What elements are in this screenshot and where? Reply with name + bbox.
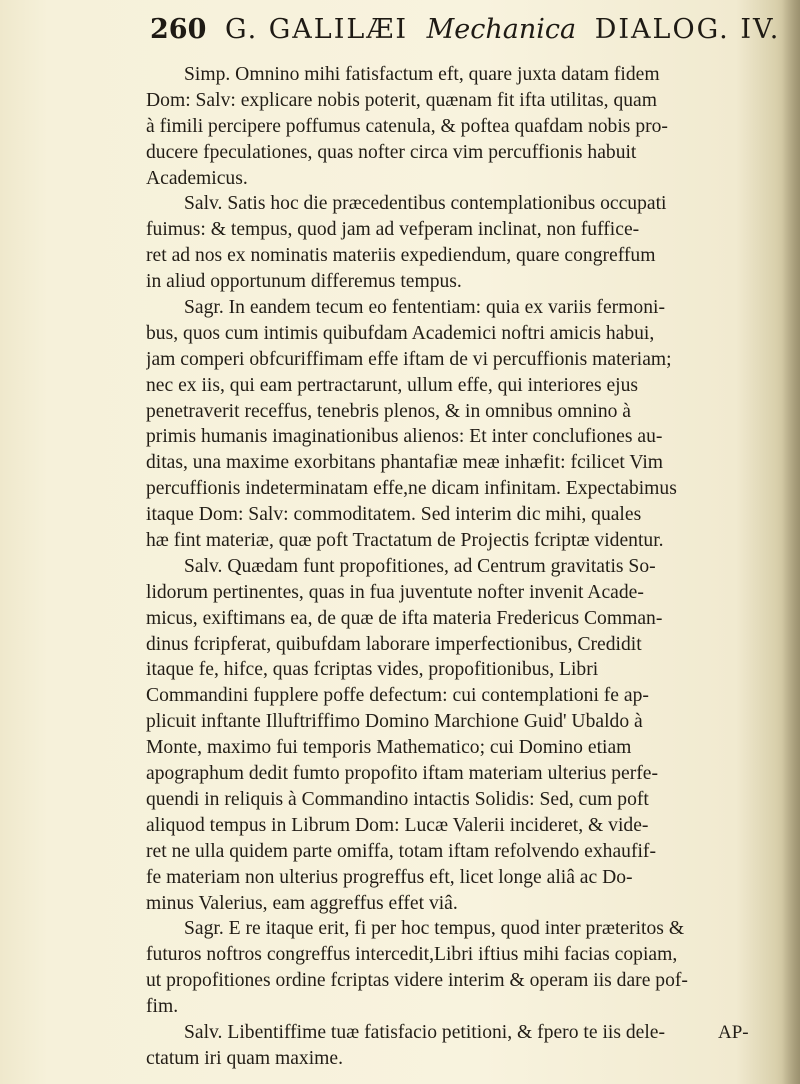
text-line: ctatum iri quam maxime. [146, 1047, 343, 1069]
header-work-title: Mechanica [426, 14, 577, 45]
text-line: ret ad nos ex nominatis materiis expediendum, quare congreffum [146, 245, 656, 267]
text-line: Commandini fupplere poffe defectum: cui contemplationi fe ap- [146, 685, 649, 707]
text-line: Salv. Satis hoc die præcedentibus contemplationibus occupati [184, 193, 667, 215]
text-line: ut propofitiones ordine fcriptas videre interim & operam iis dare pof- [146, 970, 688, 992]
text-line: aliquod tempus in Librum Dom: Lucæ Valerii incideret, & vide- [146, 814, 649, 836]
catchword: AP- [718, 1022, 749, 1043]
text-line: Salv. Libentiffime tuæ fatisfacio petitioni, & fpero te iis dele- [184, 1021, 666, 1043]
text-line: fe materiam non ulterius progreffus eft, licet longe aliâ ac Do- [146, 866, 633, 888]
text-line: micus, exiftimans ea, de quæ de ifta materia Fredericus Comman- [146, 607, 663, 629]
text-line: hæ fint materiæ, quæ poft Tractatum de Projectis fcriptæ videntur. [146, 530, 664, 552]
text-line: in aliud opportunum differemus tempus. [146, 271, 462, 293]
text-line: ditas, una maxime exorbitans phantafiæ meæ inhæfit: fcilicet Vim [146, 452, 664, 474]
text-line: Sagr. E re itaque erit, fi per hoc tempus, quod inter præteritos & [184, 918, 685, 940]
text-line: percuffionis indeterminatam effe,ne dicam infinitam. Expectabimus [146, 478, 677, 500]
page-number: 260 [150, 14, 207, 45]
text-line: Monte, maximo fui temporis Mathematico; cui Domino etiam [146, 737, 632, 759]
text-line: dinus fcripferat, quibufdam laborare imperfectionibus, Credidit [146, 633, 642, 655]
text-line: penetraverit receffus, tenebris plenos, & in omnibus omnino à [146, 400, 632, 422]
text-line: fuimus: & tempus, quod jam ad vefperam inclinat, non fuffice- [146, 219, 640, 241]
text-line: Simp. Omnino mihi fatisfactum eft, quare juxta datam fidem [184, 64, 660, 85]
text-line: ducere fpeculationes, quas nofter circa vim percuffionis habuit [146, 141, 637, 163]
text-line: jam comperi obfcuriffimam effe iftam de vi percuffionis materiam; [146, 348, 672, 370]
text-line: minus Valerius, eam aggreffus effet viâ. [146, 892, 458, 914]
text-line: quendi in reliquis à Commandino intactis Solidis: Sed, cum poft [146, 788, 649, 810]
text-line: futuros noftros congreffus intercedit,Libri iftius mihi facias copiam, [146, 944, 678, 966]
text-line: nec ex iis, qui eam pertractarunt, ullum effe, qui interiores ejus [146, 374, 639, 396]
text-line: Salv. Quædam funt propofitiones, ad Centrum gravitatis So- [184, 555, 656, 577]
text-line: itaque Dom: Salv: commoditatem. Sed interim dic mihi, quales [146, 504, 642, 526]
text-line: itaque fe, hifce, quas fcriptas vides, propofitionibus, Libri [146, 659, 599, 681]
text-line: lidorum pertinentes, quas in fua juventute nofter invenit Acade- [146, 581, 644, 603]
text-line: plicuit inftante Illuftriffimo Domino Marchione Guid' Ubaldo à [146, 711, 643, 733]
text-line: Sagr. In eandem tecum eo fententiam: quia ex variis fermoni- [184, 297, 665, 319]
text-line: primis humanis imaginationibus alienos: Et inter conclufiones au- [146, 426, 663, 448]
page-gutter-shadow [782, 0, 800, 1084]
header-dialogue: DIALOG. IV. [594, 14, 781, 45]
text-line: fim. [146, 996, 179, 1018]
text-line: à fimili percipere poffumus catenula, & poftea quafdam nobis pro- [146, 115, 668, 137]
text-line: Academicus. [146, 167, 248, 189]
text-line: Dom: Salv: explicare nobis poterit, quænam fit ifta utilitas, quam [146, 89, 657, 111]
text-line: apographum dedit fumto propofito iftam materiam ulterius perfe- [146, 763, 659, 785]
running-header [150, 14, 781, 58]
body-text [146, 62, 766, 1072]
header-author: G. GALILÆI [224, 14, 409, 45]
text-line: ret ne ulla quidem parte omiffa, totam iftam refolvendo exhaufif- [146, 840, 656, 862]
text-line: bus, quos cum intimis quibufdam Academici noftri amicis habui, [146, 322, 655, 344]
